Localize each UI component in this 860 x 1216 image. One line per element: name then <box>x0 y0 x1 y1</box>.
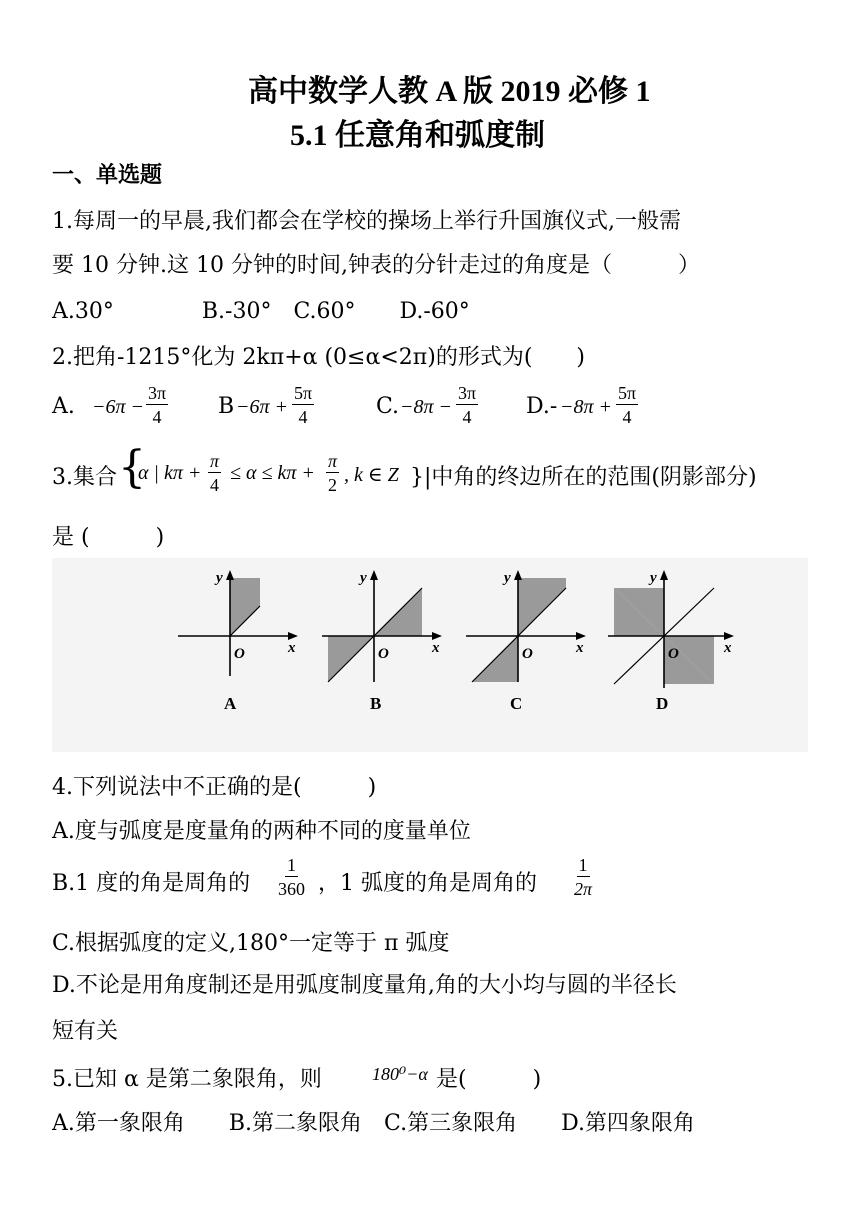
q2-option-d-label: D.- <box>526 394 558 419</box>
q3-graph-a-x-label: x <box>288 640 296 656</box>
q2-option-d-fraction <box>616 384 638 426</box>
q3-graph-d-x-label: x <box>724 640 732 656</box>
q4-stem: 4.下列说法中不正确的是( ) <box>52 775 377 800</box>
q3-graph-c-x-label: x <box>576 640 584 656</box>
q5-stem-part2: 是( ) <box>436 1067 542 1092</box>
q3-graph-a-y-label: y <box>216 570 223 586</box>
q3-set-num2: π <box>328 451 338 471</box>
q4-option-c: C.根据弧度的定义,180°一定等于 π 弧度 <box>52 931 450 956</box>
q1-options: A.30° B.-30° C.60° D.-60° <box>52 299 470 324</box>
q3-line2: 是 ( ) <box>52 525 165 550</box>
q4-option-b-fraction-1 <box>278 856 305 898</box>
q4-option-d-line2: 短有关 <box>52 1019 119 1044</box>
q2-option-a-expr: −6π − <box>92 396 145 418</box>
q3-graph-c-origin: O <box>522 646 533 662</box>
q3-graph-b <box>318 564 458 684</box>
q2-option-a-num: 3π <box>148 383 167 403</box>
q3-graph-a-label: A <box>224 694 237 713</box>
q3-graph-a <box>174 564 314 684</box>
q2-option-b-fraction <box>292 384 314 426</box>
q3-graph-c-y-label: y <box>504 570 511 586</box>
q3-set-part-a: α | kπ + <box>138 462 202 484</box>
q2-option-b-den: 4 <box>298 407 308 427</box>
q3-graph-b-label: B <box>370 694 382 713</box>
section-heading: 一、单选题 <box>52 163 163 188</box>
q2-option-d-expr: −8π + <box>560 396 613 418</box>
q4-option-b-num2: 1 <box>578 855 588 875</box>
q2-option-c-fraction <box>456 384 478 426</box>
q2-option-c-expr: −8π − <box>400 396 453 418</box>
q3-graph-a-origin: O <box>234 646 245 662</box>
q1-line1: 1.每周一的早晨,我们都会在学校的操场上举行升国旗仪式,一般需 <box>52 209 681 234</box>
q2-option-a-fraction <box>146 384 168 426</box>
q5-expression: 180⁰−α <box>372 1064 428 1084</box>
q4-option-b-num1: 1 <box>287 855 296 875</box>
q4-option-b-den2: 2π <box>574 879 593 899</box>
q2-option-c-num: 3π <box>458 383 477 403</box>
q4-option-a: A.度与弧度是度量角的两种不同的度量单位 <box>52 819 471 844</box>
q3-stem-end: }|中角的终边所在的范围(阴影部分) <box>410 465 757 490</box>
q3-graph-c-shaded-region-upper <box>518 578 566 636</box>
q2-option-a-label: A. <box>52 394 75 419</box>
q3-set-den1: 4 <box>210 475 220 495</box>
q3-set-part-c: , k ∈ Z <box>344 464 399 486</box>
q3-graph-b-y-label: y <box>360 570 367 586</box>
page-title: 高中数学人教 A 版 2019 必修 1 <box>248 75 651 108</box>
q2-option-b-num: 5π <box>294 383 313 403</box>
q3-graph-b-origin: O <box>378 646 389 662</box>
q2-option-b-expr: −6π + <box>236 396 289 418</box>
q3-set-part-b: ≤ α ≤ kπ + <box>230 462 315 484</box>
q3-set-fraction-2 <box>326 452 339 494</box>
q3-set-den2: 2 <box>328 475 338 495</box>
q5-stem-part1: 5.已知 α 是第二象限角，则 <box>52 1067 322 1092</box>
page-subtitle: 5.1 任意角和弧度制 <box>290 119 545 152</box>
q2-option-a-den: 4 <box>152 407 162 427</box>
q3-graph-c <box>462 564 602 684</box>
q1-line2: 要 10 分钟.这 10 分钟的时间,钟表的分针走过的角度是（ ） <box>52 253 700 278</box>
q3-graph-d-origin: O <box>668 646 679 662</box>
q4-option-b-den1: 360 <box>278 879 305 899</box>
q2-option-c-den: 4 <box>462 407 472 427</box>
q2-option-d-num: 5π <box>618 383 637 403</box>
q2-option-c-label: C. <box>376 394 400 419</box>
q4-option-b-text1: B.1 度的角是周角的 <box>52 871 251 896</box>
q4-option-b-fraction-2 <box>574 856 592 898</box>
q3-stem-start: 3.集合 <box>52 465 117 490</box>
q2-stem: 2.把角-1215°化为 2kπ+α (0≤α<2π)的形式为( ) <box>52 345 585 370</box>
q3-graph-b-x-label: x <box>432 640 440 656</box>
q4-option-d-line1: D.不论是用角度制还是用弧度制度量角,角的大小均与圆的半径长 <box>52 973 677 998</box>
q3-graph-d-y-label: y <box>650 570 657 586</box>
q3-left-brace: { <box>118 442 146 493</box>
q3-graph-d-label: D <box>656 694 669 713</box>
q2-option-b-label: B <box>218 394 235 419</box>
q4-option-b-text2: ，1 弧度的角是周角的 <box>318 871 537 896</box>
q5-options: A.第一象限角 B.第二象限角 C.第三象限角 D.第四象限角 <box>52 1111 695 1136</box>
q3-set-fraction-1 <box>208 452 221 494</box>
q2-option-d-den: 4 <box>622 407 632 427</box>
q3-graph-d <box>604 564 744 694</box>
q3-graph-a-shaded-region <box>230 578 260 636</box>
q3-figure-panel <box>52 558 808 752</box>
q3-set-num1: π <box>210 451 220 471</box>
q3-graph-c-label: C <box>510 694 523 713</box>
